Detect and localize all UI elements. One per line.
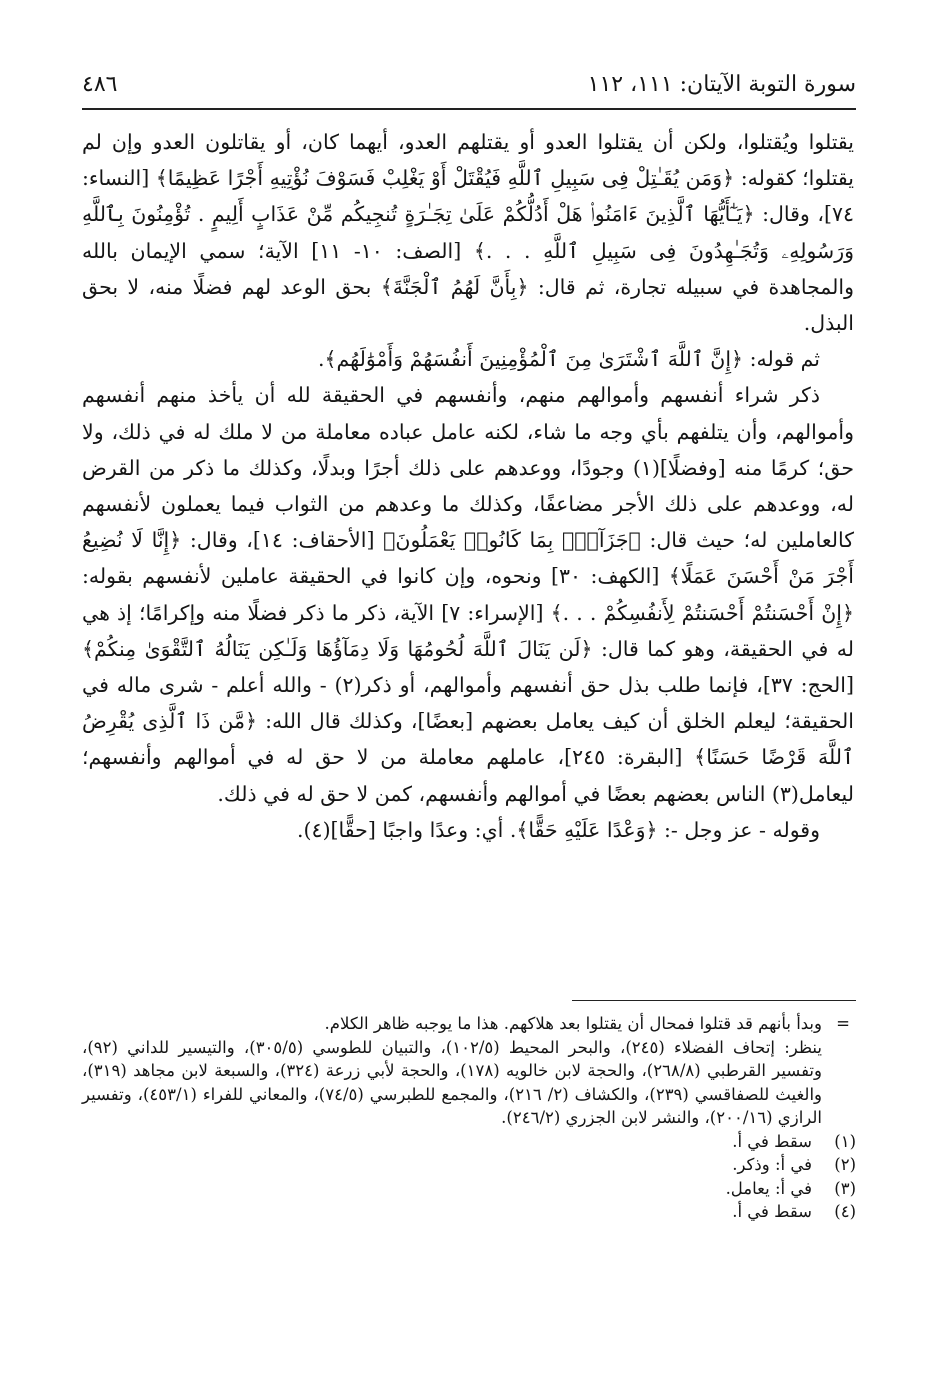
- footnote-number: (٤): [834, 1202, 856, 1221]
- footnote-text: سقط في أ.: [732, 1202, 812, 1221]
- paragraph-2: ثم قوله: ﴿إِنَّ ٱللَّهَ ٱشْتَرَىٰ مِنَ ٱلْمُؤْمِنِينَ أَنفُسَهُمْ وَأَمْوَٰلَهُم﴾.: [318, 347, 820, 372]
- footnotes-area: [82, 1012, 856, 1224]
- footnote-number: (١): [834, 1131, 856, 1151]
- footnote-divider: [572, 1000, 856, 1001]
- footnote-item: [82, 1130, 856, 1154]
- paragraph-4: وقوله - عز وجل -: ﴿وَعْدًا عَلَيْهِ حَقًّا﴾. أي: وعدًا واجبًا [حقًّا](٤).: [297, 817, 820, 842]
- continuation-text: وبدأ بأنهم قد قتلوا فمحال أن يقتلوا بعد هلاكهم. هذا ما يوجبه ظاهر الكلام.: [324, 1014, 822, 1033]
- paragraph-1: يقتلوا ويُقتلوا، ولكن أن يقتلوا العدو أو يقتلهم العدو، أيهما كان، أو يقاتلون العدو وإن لم يقتلوا؛ كقوله: ﴿وَمَن يُقَـٰتِلْ فِى سَبِيلِ ٱللَّهِ فَيُقْتَلْ أَوْ يَغْلِبْ فَسَوْفَ نُؤْتِيهِ أَجْرًا عَظِيمًا﴾ [النساء: ٧٤]، وقال: ﴿يَـٰٓأَيُّهَا ٱلَّذِينَ ءَامَنُوا۟ هَلْ أَدُلُّكُمْ عَلَىٰ تِجَـٰرَةٍ تُنجِيكُم مِّنْ عَذَابٍ أَلِيمٍ . تُؤْمِنُونَ بِٱللَّهِ وَرَسُولِهِۦ وَتُجَـٰهِدُونَ فِى سَبِيلِ ٱللَّهِ . . .﴾ [الصف: ١٠- ١١] الآية؛ سمي الإيمان بالله والمجاهدة في سبيله تجارة، ثم قال: ﴿بِأَنَّ لَهُمُ ٱلْجَنَّةَ﴾ بحق الوعد لهم فضلًا منه، لا بحق البذل.: [82, 130, 855, 336]
- footnote-number: (٣): [834, 1178, 856, 1198]
- page-header: [82, 66, 856, 102]
- footnote-continuation: [82, 1012, 856, 1036]
- header-divider: [82, 108, 856, 110]
- footnote-number: (٢): [834, 1155, 856, 1174]
- continuation-mark: =: [836, 1014, 850, 1033]
- footnote-text: سقط في أ.: [732, 1131, 812, 1151]
- footnote-text: في أ: يعامل.: [725, 1178, 812, 1198]
- sources-note: ينظر: إتحاف الفضلاء (٢٤٥)، والبحر المحيط (١٠٢/٥)، والتبيان للطوسي (٣٠٥/٥)، والتيسير للداني (٩٢)، وتفسير القرطبي (٢٦٨/٨)، والحجة لابن خالويه (١٧٨)، والحجة لأبي زرعة (٣٢٤)، والسبعة لابن مجاهد (٣١٩)، والغيث للصفاقسي (٢٣٩)، والكشاف (٢/ ٢١٦)، والمجمع للطبرسي (٧٤/٥)، والمعاني للفراء (٤٥٣/١)، وتفسير الرازي (٢٠٠/١٦)، والنشر لابن الجزري (٢٤٦/٢).: [82, 1037, 823, 1127]
- footnote-text: في أ: وذكر.: [732, 1155, 812, 1174]
- surah-title: سورة التوبة الآيتان: ١١١، ١١٢: [587, 71, 856, 97]
- footnote-item: [82, 1200, 856, 1224]
- footnote-item: [82, 1177, 856, 1201]
- main-text: [82, 124, 854, 848]
- page-number: ٤٨٦: [82, 71, 118, 97]
- paragraph-3: ذكر شراء أنفسهم وأموالهم منهم، وأنفسهم في الحقيقة لله أن يأخذ منهم أنفسهم وأموالهم، وأن يتلفهم بأي وجه ما شاء، لكنه عامل عباده معاملة من لا ملك له في ذلك، ولا حق؛ كرمًا منه [وفضلًا](١) وجودًا، ووعدهم على ذلك أجرًا وبدلًا، وكذلك ما ذكر من القرض له، ووعدهم على ذلك الأجر مضاعفًا، وكذلك ما وعدهم من الثواب فيما يعملون لأنفسهم كالعاملين له؛ حيث قال: ﴿جَزَآءًۢ بِمَا كَانُوا۟ يَعْمَلُونَ﴾ [الأحقاف: ١٤]، وقال: ﴿إِنَّا لَا نُضِيعُ أَجْرَ مَنْ أَحْسَنَ عَمَلًا﴾ [الكهف: ٣٠] ونحوه، وإن كانوا في الحقيقة عاملين لأنفسهم بقوله: ﴿إِنْ أَحْسَنتُمْ أَحْسَنتُمْ لِأَنفُسِكُمْ . . .﴾ [الإسراء: ٧] الآية، ذكر ما ذكر فضلًا منه وإكرامًا؛ إذ هي له في الحقيقة، وهو كما قال: ﴿لَن يَنَالَ ٱللَّهَ لُحُومُهَا وَلَا دِمَآؤُهَا وَلَـٰكِن يَنَالُهُ ٱلتَّقْوَىٰ مِنكُمْ﴾ [الحج: ٣٧]، فإنما طلب بذل حق أنفسهم وأموالهم، أو ذكر(٢) - والله أعلم - شرى ماله في الحقيقة؛ ليعلم الخلق أن كيف يعامل بعضهم [بعضًا]، وكذلك قال الله: ﴿مَّن ذَا ٱلَّذِى يُقْرِضُ ٱللَّهَ قَرْضًا حَسَنًا﴾ [البقرة: ٢٤٥]، عاملهم معاملة من لا حق له في أموالهم وأنفسهم؛ ليعامل(٣) الناس بعضهم بعضًا في أموالهم وأنفسهم، كمن لا حق له في ذلك.: [82, 383, 855, 806]
- footnote-item: [82, 1153, 856, 1177]
